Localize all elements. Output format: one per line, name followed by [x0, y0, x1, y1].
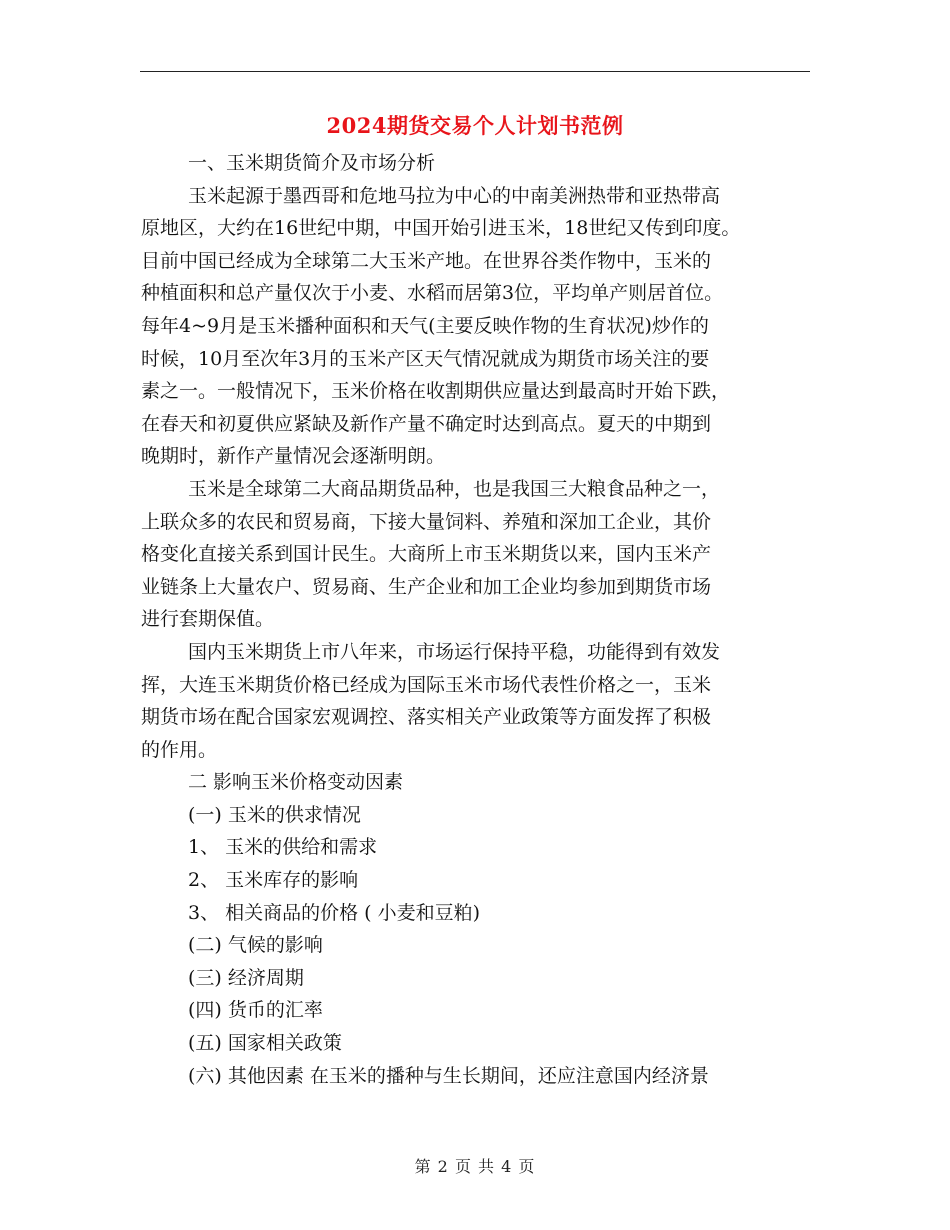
- paragraph-line: 上联众多的农民和贸易商，下接大量饲料、养殖和深加工企业，其价: [141, 510, 712, 533]
- paragraph-line: 格变化直接关系到国计民生。大商所上市玉米期货以来，国内玉米产: [141, 543, 712, 566]
- list-item: 1、 玉米的供给和需求: [188, 836, 378, 859]
- section-heading-1: 一、玉米期货简介及市场分析: [188, 152, 436, 174]
- paragraph-line: 挥，大连玉米期货价格已经成为国际玉米市场代表性价格之一，玉米: [141, 673, 712, 696]
- list-item: 3、 相关商品的价格 ( 小麦和豆粕): [188, 901, 481, 924]
- paragraph-line: 期货市场在配合国家宏观调控、落实相关产业政策等方面发挥了积极: [141, 706, 712, 729]
- paragraph-line: 种植面积和总产量仅次于小麦、水稻而居第3位，平均单产则居首位。: [141, 282, 724, 305]
- page-number-footer: 第 2 页 共 4 页: [414, 1157, 536, 1176]
- list-item: (四) 货币的汇率: [188, 999, 323, 1022]
- paragraph-line: 时候，10月至次年3月的玉米产区天气情况就成为期货市场关注的要: [141, 347, 710, 370]
- paragraph-line: 晚期时，新作产量情况会逐渐明朗。: [141, 445, 446, 468]
- paragraph-line: 在春天和初夏供应紧缺及新作产量不确定时达到高点。夏天的中期到: [141, 412, 712, 435]
- list-item: (六) 其他因素 在玉米的播种与生长期间，还应注意国内经济景: [188, 1064, 709, 1087]
- paragraph-line: 玉米是全球第二大商品期货品种，也是我国三大粮食品种之一，: [188, 477, 721, 500]
- section-heading-2: 二 影响玉米价格变动因素: [188, 771, 404, 794]
- paragraph-line: 原地区，大约在16世纪中期，中国开始引进玉米，18世纪又传到印度。: [141, 217, 741, 240]
- paragraph-line: 进行套期保值。: [141, 608, 275, 631]
- paragraph-line: 素之一。一般情况下，玉米价格在收割期供应量达到最高时开始下跌，: [141, 380, 731, 403]
- paragraph-line: 每年4~9月是玉米播种面积和天气(主要反映作物的生育状况)炒作的: [141, 314, 709, 337]
- list-item: (五) 国家相关政策: [188, 1032, 342, 1055]
- document-body: [141, 147, 801, 1092]
- list-item: (一) 玉米的供求情况: [188, 803, 361, 826]
- paragraph-line: 国内玉米期货上市八年来，市场运行保持平稳，功能得到有效发: [188, 640, 721, 663]
- header-rule: [140, 71, 810, 72]
- list-item: (二) 气候的影响: [188, 934, 323, 957]
- list-item: 2、 玉米库存的影响: [188, 869, 359, 892]
- list-item: (三) 经济周期: [188, 966, 304, 989]
- paragraph-line: 业链条上大量农户、贸易商、生产企业和加工企业均参加到期货市场: [141, 575, 712, 598]
- paragraph-line: 目前中国已经成为全球第二大玉米产地。在世界谷类作物中，玉米的: [141, 249, 712, 272]
- paragraph-line: 玉米起源于墨西哥和危地马拉为中心的中南美洲热带和亚热带高: [188, 184, 721, 207]
- paragraph-line: 的作用。: [141, 738, 218, 761]
- document-title: 2024期货交易个人计划书范例: [326, 113, 624, 138]
